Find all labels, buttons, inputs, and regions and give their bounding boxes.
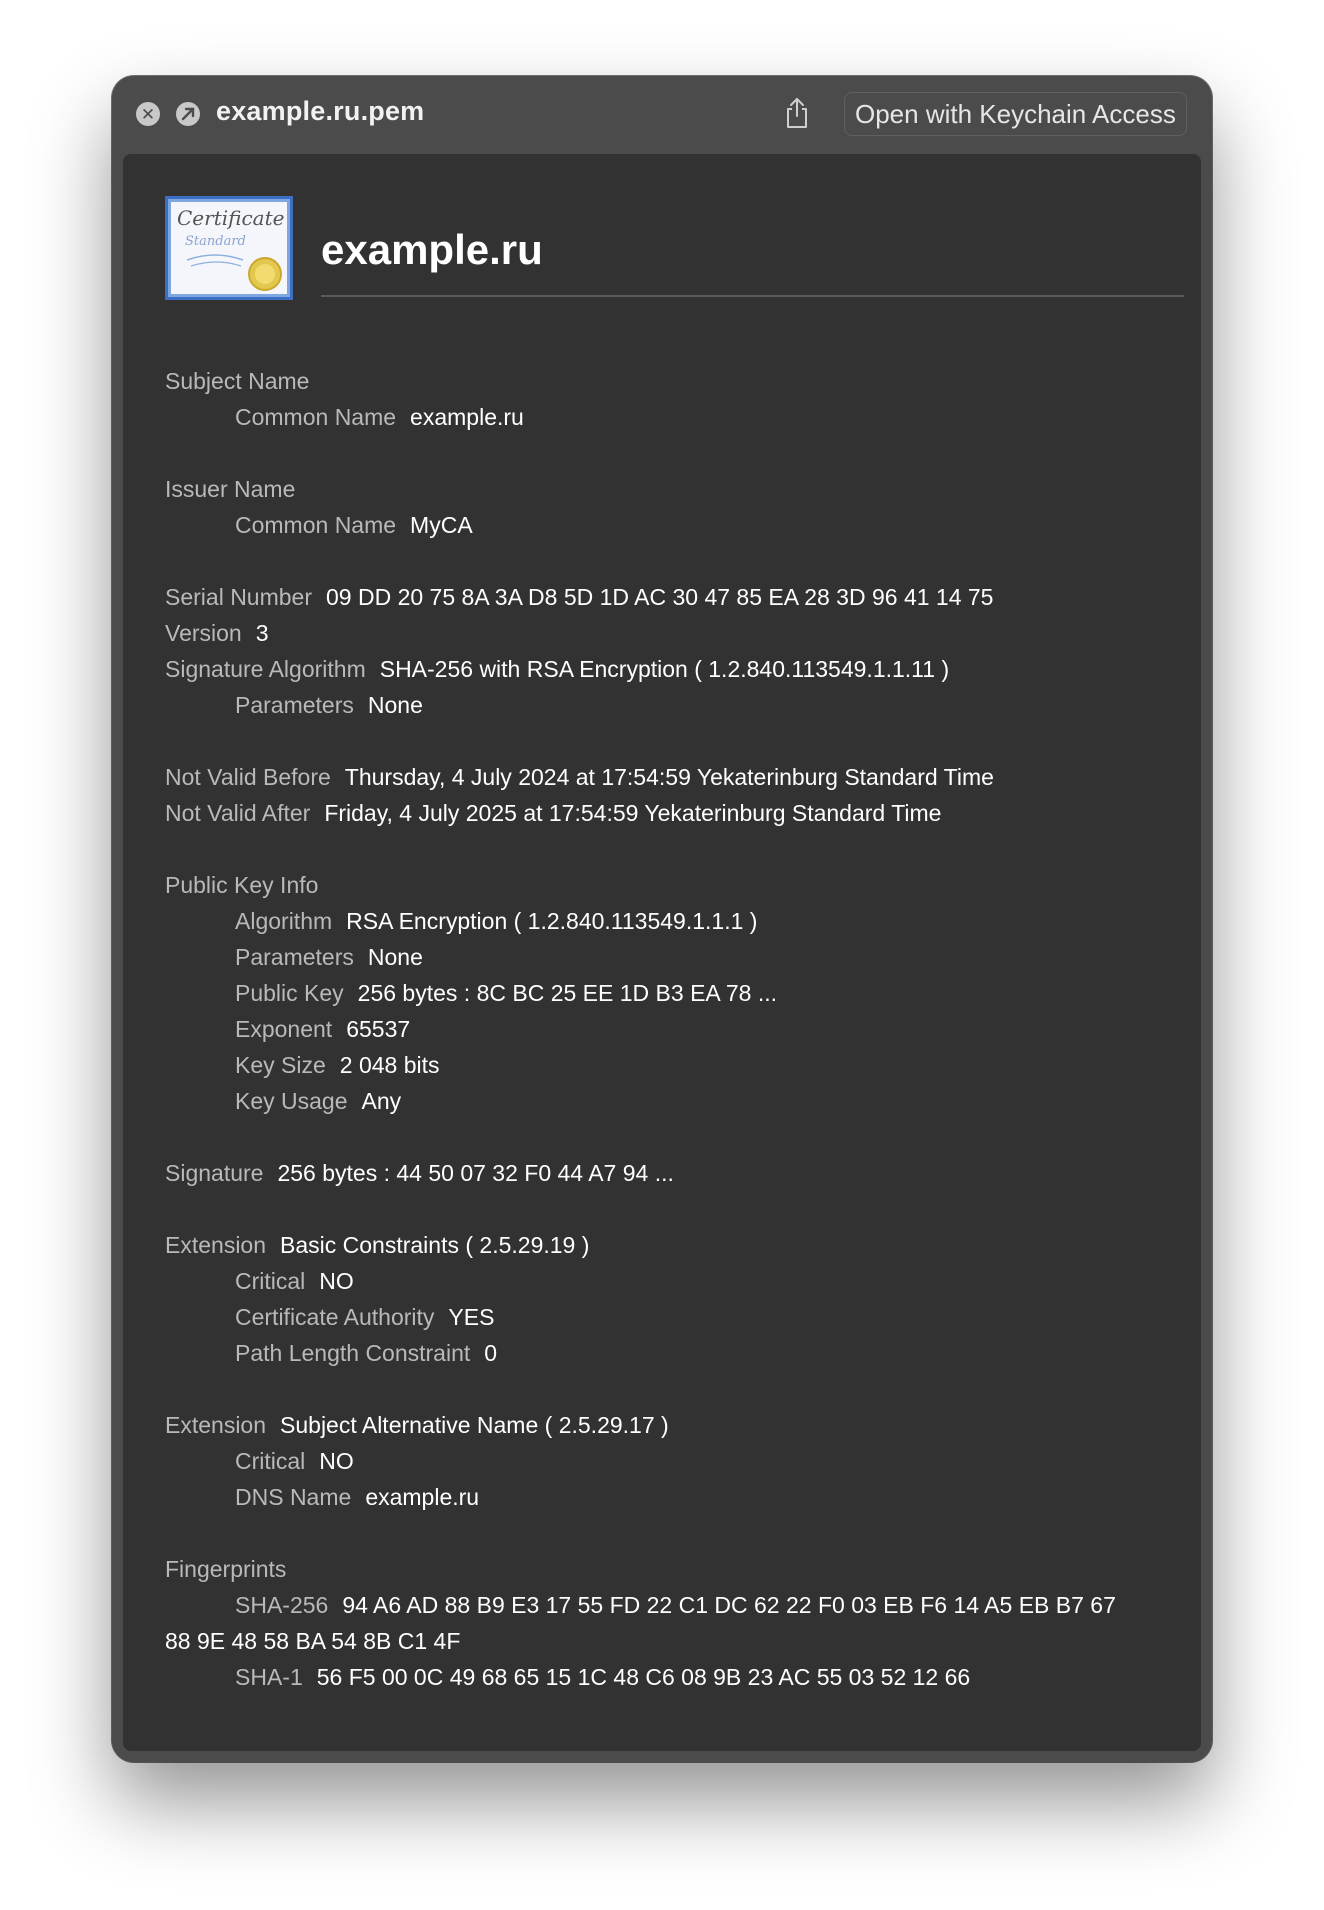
public-key-info-heading: Public Key Info xyxy=(165,872,319,898)
certificate-fields xyxy=(165,363,1175,1695)
serial-number-row: Serial Number 09 DD 20 75 8A 3A D8 5D 1D AC 30 47 85 EA 28 3D 96 41 14 75 xyxy=(165,584,994,610)
sha256-fingerprint-row: SHA-256 94 A6 AD 88 B9 E3 17 55 FD 22 C1 DC 62 22 F0 03 EB F6 14 A5 EB B7 67 xyxy=(235,1592,1116,1618)
close-icon[interactable]: ✕ xyxy=(136,102,160,126)
preview-open-icon[interactable] xyxy=(176,102,200,126)
public-key-parameters-row: Parameters None xyxy=(235,944,423,970)
certificate-icon-text: Certificate xyxy=(177,206,285,230)
public-key-row: Public Key 256 bytes : 8C BC 25 EE 1D B3 EA 78 ... xyxy=(235,980,778,1006)
subject-common-name-row: Common Name example.ru xyxy=(235,404,524,430)
extension-basic-constraints-row: Extension Basic Constraints ( 2.5.29.19 ) xyxy=(165,1232,590,1258)
certificate-name: example.ru xyxy=(321,226,543,273)
sha256-fingerprint-continuation: 88 9E 48 58 BA 54 8B C1 4F xyxy=(165,1628,461,1654)
extension-san-row: Extension Subject Alternative Name ( 2.5.29.17 ) xyxy=(165,1412,669,1438)
subject-name-heading: Subject Name xyxy=(165,368,310,394)
certificate-authority-row: Certificate Authority YES xyxy=(235,1304,495,1330)
path-length-constraint-row: Path Length Constraint 0 xyxy=(235,1340,498,1366)
issuer-name-heading: Issuer Name xyxy=(165,476,296,502)
certificate-details-panel xyxy=(123,154,1201,1751)
certificate-icon xyxy=(165,196,293,300)
certificate-icon-subtext: Standard xyxy=(185,234,246,249)
window-title: example.ru.pem xyxy=(216,96,425,126)
issuer-common-name-row: Common Name MyCA xyxy=(235,512,473,538)
title-divider xyxy=(321,295,1184,297)
key-usage-row: Key Usage Any xyxy=(235,1088,402,1114)
dns-name-row: DNS Name example.ru xyxy=(235,1484,480,1510)
open-with-keychain-access-button[interactable]: Open with Keychain Access xyxy=(844,92,1187,136)
exponent-row: Exponent 65537 xyxy=(235,1016,411,1042)
version-row: Version 3 xyxy=(165,620,269,646)
not-valid-before-row: Not Valid Before Thursday, 4 July 2024 at 17:54:59 Yekaterinburg Standard Time xyxy=(165,764,994,790)
signature-algorithm-row: Signature Algorithm SHA-256 with RSA Encryption ( 1.2.840.113549.1.1.11 ) xyxy=(165,656,950,682)
signature-row: Signature 256 bytes : 44 50 07 32 F0 44 A7 94 ... xyxy=(165,1160,674,1186)
fingerprints-heading: Fingerprints xyxy=(165,1556,287,1582)
public-key-algorithm-row: Algorithm RSA Encryption ( 1.2.840.113549.1.1.1 ) xyxy=(235,908,758,934)
not-valid-after-row: Not Valid After Friday, 4 July 2025 at 17:54:59 Yekaterinburg Standard Time xyxy=(165,800,942,826)
title-bar xyxy=(112,76,1212,152)
san-critical-row: Critical NO xyxy=(235,1448,354,1474)
basic-critical-row: Critical NO xyxy=(235,1268,354,1294)
key-size-row: Key Size 2 048 bits xyxy=(235,1052,440,1078)
sha1-fingerprint-row: SHA-1 56 F5 00 0C 49 68 65 15 1C 48 C6 08 9B 23 AC 55 03 52 12 66 xyxy=(235,1664,971,1690)
signature-parameters-row: Parameters None xyxy=(235,692,423,718)
share-icon[interactable] xyxy=(782,96,812,130)
quicklook-window xyxy=(112,76,1212,1762)
